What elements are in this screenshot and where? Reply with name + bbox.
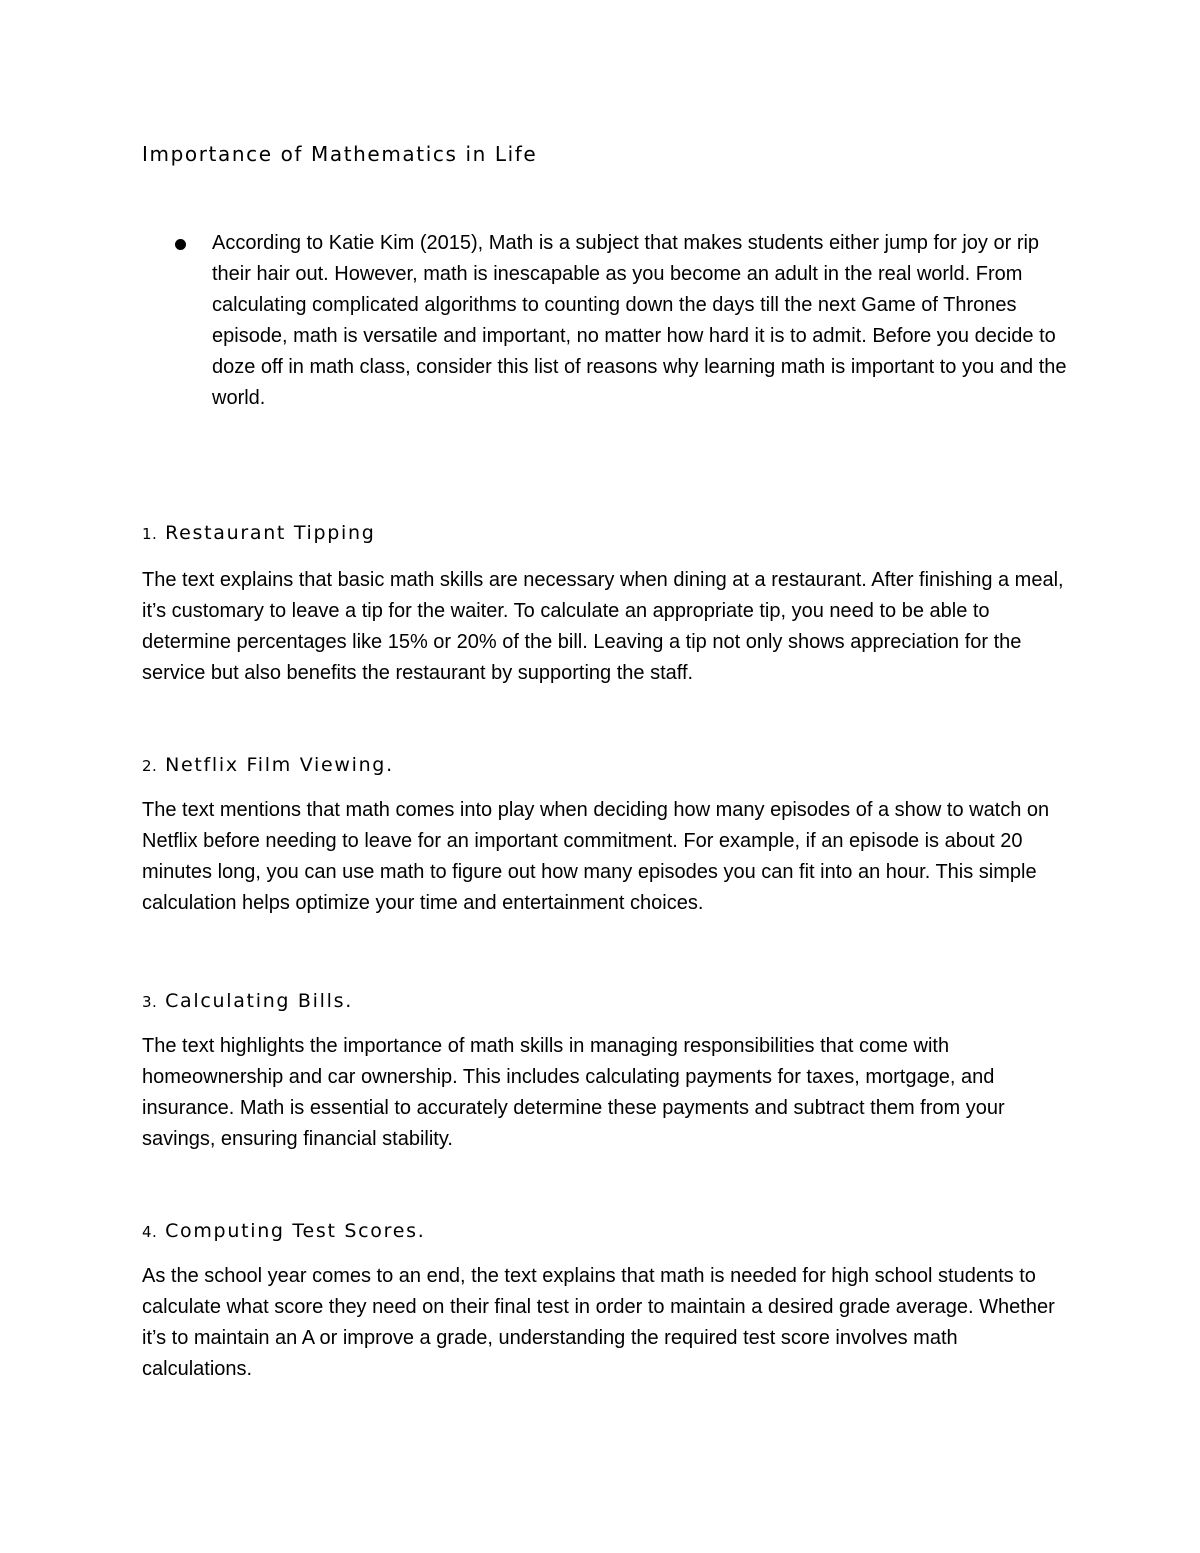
section-heading-netflix-film-viewing [142, 752, 394, 779]
intro-bullet-item [174, 228, 1074, 414]
section-paragraph-netflix-film-viewing: The text mentions that math comes into play when deciding how many episodes of a show to watch on Netflix before needing to leave for an important commitment. For example, if an episode is about 20 minutes long, you can use math to figure out how many episodes you can fit into an hour. This simple calculation helps optimize your time and entertainment choices. [142, 799, 1050, 914]
section-heading-text: Calculating Bills. [165, 990, 353, 1012]
section-heading-restaurant-tipping [142, 520, 376, 547]
section-paragraph-calculating-bills: The text highlights the importance of math skills in managing responsibilities that come with homeownership and car ownership. This includes calculating payments for taxes, mortgage, and insurance. Math is essential to accurately determine these payments and subtract them from your savings, ensuring financial stability. [142, 1035, 1005, 1150]
bullet-icon [175, 239, 186, 250]
section-number: 2. [142, 757, 158, 775]
section-heading-computing-test-scores [142, 1218, 425, 1245]
section-number: 4. [142, 1223, 158, 1241]
section-paragraph-restaurant-tipping: The text explains that basic math skills are necessary when dining at a restaurant. After finishing a meal, it’s customary to leave a tip for the waiter. To calculate an appropriate tip, you need to be able to determine percentages like 15% or 20% of the bill. Leaving a tip not only shows appreciation for the service but also benefits the restaurant by supporting the staff. [142, 569, 1064, 684]
section-heading-text: Restaurant Tipping [165, 522, 376, 544]
section-heading-calculating-bills [142, 988, 353, 1015]
section-number: 3. [142, 993, 158, 1011]
section-heading-text: Netflix Film Viewing. [165, 754, 394, 776]
section-heading-text: Computing Test Scores. [165, 1220, 426, 1242]
page-title: Importance of Mathematics in Life [142, 142, 538, 166]
intro-paragraph: According to Katie Kim (2015), Math is a subject that makes students either jump for joy or rip their hair out. However, math is inescapable as you become an adult in the real world. From calculating complicated algorithms to counting down the days till the next Game of Thrones episode, math is versatile and important, no matter how hard it is to admit. Before you decide to doze off in math class, consider this list of reasons why learning math is important to you and the world. [212, 232, 1067, 409]
section-paragraph-computing-test-scores: As the school year comes to an end, the text explains that math is needed for high school students to calculate what score they need on their final test in order to maintain a desired grade average. Whether it’s to maintain an A or improve a grade, understanding the required test score involves math calculations. [142, 1265, 1055, 1380]
section-number: 1. [142, 525, 158, 543]
intro-list [174, 228, 1074, 414]
